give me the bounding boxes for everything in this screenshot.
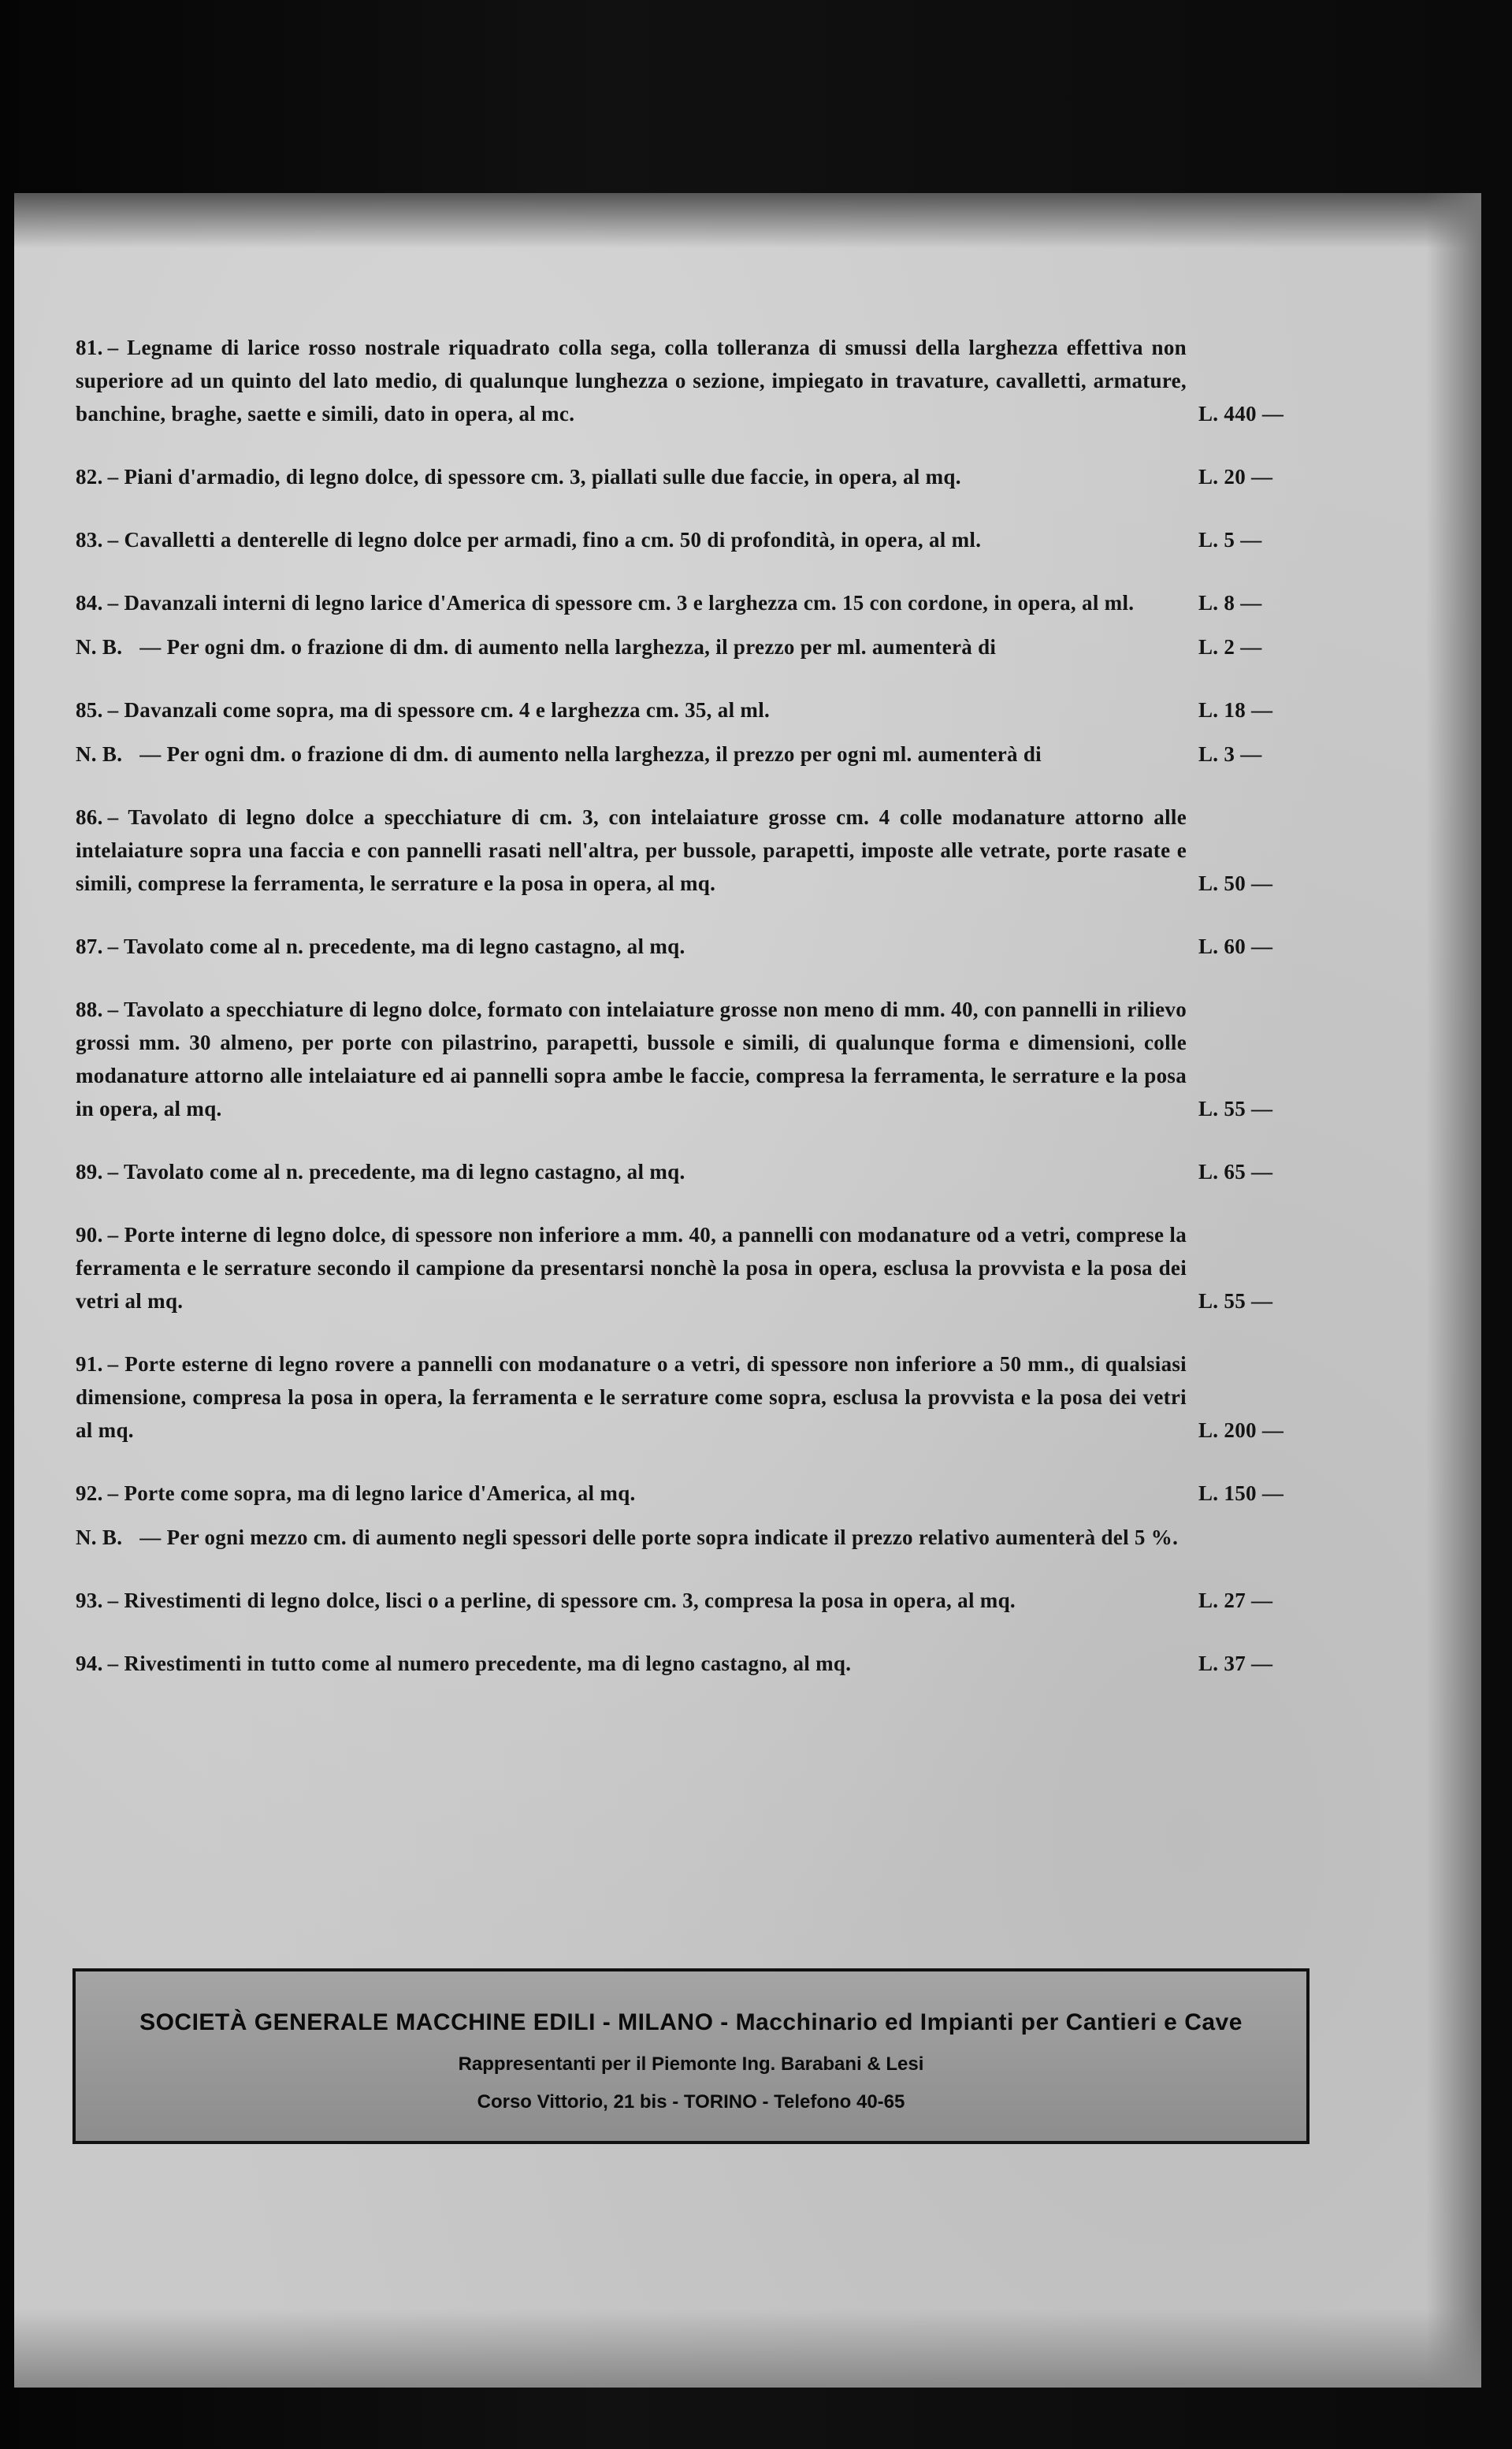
entry-text xyxy=(76,801,1313,900)
entry-price: L. 60 — xyxy=(1198,935,1273,958)
list-item-90 xyxy=(76,1218,1313,1317)
list-item-86 xyxy=(76,801,1313,900)
entry-price: L. 200 — xyxy=(1198,1418,1284,1442)
entry-price: L. 65 — xyxy=(1198,1160,1273,1184)
list-item-85 xyxy=(76,693,1313,727)
entry-number: 81. xyxy=(76,336,103,359)
entry-text xyxy=(76,1647,1313,1680)
list-item-83 xyxy=(76,523,1313,556)
entry-number: 82. xyxy=(76,465,103,489)
entry-text xyxy=(76,460,1313,493)
entry-description: – Piani d'armadio, di legno dolce, di spessore cm. 3, piallati sulle due faccie, in opera, al mq. xyxy=(107,465,961,489)
entry-price: L. 3 — xyxy=(1198,742,1262,766)
list-item-nb-84 xyxy=(76,630,1313,663)
entry-description: – Porte esterne di legno rovere a pannelli con modanature o a vetri, di spessore non inferiore a 50 mm., di qualsiasi dimensione, compresa la posa in opera, la ferramenta e le serrature come sopra, esclusa la provvista e la posa dei vetri al mq. xyxy=(76,1352,1187,1442)
entry-number: 91. xyxy=(76,1352,103,1376)
entry-description: – Porte come sopra, ma di legno larice d'America, al mq. xyxy=(107,1481,636,1505)
entry-price: L. 50 — xyxy=(1198,871,1273,895)
entry-text xyxy=(76,1218,1313,1317)
list-item-nb-85 xyxy=(76,738,1313,771)
advert-company-line: SOCIETÀ GENERALE MACCHINE EDILI - MILANO - Macchinario ed Impianti per Cantieri e Cave xyxy=(139,2009,1243,2035)
entry-description: — Per ogni dm. o frazione di dm. di aumento nella larghezza, il prezzo per ml. aumenterà di xyxy=(139,635,997,659)
entry-description: – Tavolato come al n. precedente, ma di legno castagno, al mq. xyxy=(107,935,685,958)
entry-number: 84. xyxy=(76,591,103,615)
entry-text xyxy=(76,523,1313,556)
entry-description: – Rivestimenti di legno dolce, lisci o a perline, di spessore cm. 3, compresa la posa in opera, al mq. xyxy=(107,1589,1016,1612)
entry-number: N. B. xyxy=(76,742,123,766)
entry-description: — Per ogni dm. o frazione di dm. di aumento nella larghezza, il prezzo per ogni ml. aumenterà di xyxy=(139,742,1042,766)
entry-text xyxy=(76,693,1313,727)
page-right-shadow xyxy=(1426,193,1481,2388)
entry-price: L. 18 — xyxy=(1198,698,1273,722)
list-item-88 xyxy=(76,993,1313,1125)
entry-price: L. 20 — xyxy=(1198,465,1273,489)
entry-description: – Davanzali interni di legno larice d'America di spessore cm. 3 e larghezza cm. 15 con cordone, in opera, al ml. xyxy=(107,591,1135,615)
entry-text xyxy=(76,1477,1313,1510)
entry-number: 85. xyxy=(76,698,103,722)
entry-description: – Cavalletti a denterelle di legno dolce per armadi, fino a cm. 50 di profondità, in opera, al ml. xyxy=(107,528,982,552)
entry-number: 87. xyxy=(76,935,103,958)
entry-description: – Porte interne di legno dolce, di spessore non inferiore a mm. 40, a pannelli con modanature od a vetri, comprese la ferramenta e le serrature secondo il campione da presentarsi nonchè la posa in opera, esclusa la provvista e la posa dei vetri al mq. xyxy=(76,1223,1187,1313)
entry-description: – Davanzali come sopra, ma di spessore cm. 4 e larghezza cm. 35, al ml. xyxy=(107,698,771,722)
entry-text xyxy=(76,1347,1313,1447)
entry-price: L. 8 — xyxy=(1198,591,1262,615)
entry-text xyxy=(76,930,1313,963)
entry-description: – Tavolato di legno dolce a specchiature di cm. 3, con intelaiature grosse cm. 4 colle modanature attorno alle intelaiature sopra una faccia e con pannelli rasati nell'altra, per bussole, parapetti, imposte alle vetrate, porte rasate e simili, comprese la ferramenta, le serrature e la posa in opera, al mq. xyxy=(76,805,1187,895)
price-list xyxy=(76,331,1313,1710)
list-item-91 xyxy=(76,1347,1313,1447)
list-item-87 xyxy=(76,930,1313,963)
entry-number: N. B. xyxy=(76,1526,123,1549)
entry-price: L. 5 — xyxy=(1198,528,1262,552)
advert-address-line: Corso Vittorio, 21 bis - TORINO - Telefono 40-65 xyxy=(477,2091,905,2113)
entry-price: L. 37 — xyxy=(1198,1652,1273,1675)
entry-number: 94. xyxy=(76,1652,103,1675)
entry-description: – Legname di larice rosso nostrale riquadrato colla sega, colla tolleranza di smussi della larghezza effettiva non superiore ad un quinto del lato medio, di qualunque lunghezza o sezione, impiegato in travature, cavalletti, armature, banchine, braghe, saette e simili, dato in opera, al mc. xyxy=(76,336,1187,426)
entry-text xyxy=(76,1155,1313,1188)
entry-price: L. 27 — xyxy=(1198,1589,1273,1612)
entry-description: – Rivestimenti in tutto come al numero precedente, ma di legno castagno, al mq. xyxy=(107,1652,852,1675)
entry-number: N. B. xyxy=(76,635,123,659)
entry-description: — Per ogni mezzo cm. di aumento negli spessori delle porte sopra indicate il prezzo relativo aumenterà del 5 %. xyxy=(139,1526,1179,1549)
entry-number: 86. xyxy=(76,805,103,829)
list-item-94 xyxy=(76,1647,1313,1680)
list-item-92 xyxy=(76,1477,1313,1510)
entry-number: 93. xyxy=(76,1589,103,1612)
entry-number: 89. xyxy=(76,1160,103,1184)
page-top-shadow xyxy=(14,193,1481,248)
entry-number: 88. xyxy=(76,998,103,1021)
entry-text xyxy=(76,586,1313,619)
list-item-93 xyxy=(76,1584,1313,1617)
entry-description: – Tavolato a specchiature di legno dolce, formato con intelaiature grosse non meno di mm. 40, con pannelli in rilievo grossi mm. 30 almeno, per porte con pilastrino, parapetti, bussole e simili, di qualunque forma e dimensioni, colle modanature attorno alle intelaiature ed ai pannelli sopra ambe le faccie, compresa la ferramenta, le serrature e la posa in opera, al mq. xyxy=(76,998,1187,1120)
advertisement-box xyxy=(72,1968,1310,2144)
entry-price: L. 55 — xyxy=(1198,1289,1273,1313)
entry-description: – Tavolato come al n. precedente, ma di legno castagno, al mq. xyxy=(107,1160,685,1184)
entry-number: 92. xyxy=(76,1481,103,1505)
entry-price: L. 55 — xyxy=(1198,1097,1273,1120)
entry-number: 90. xyxy=(76,1223,103,1247)
entry-text xyxy=(76,630,1313,663)
entry-price: L. 2 — xyxy=(1198,635,1262,659)
entry-text xyxy=(76,738,1313,771)
advert-representative-line: Rappresentanti per il Piemonte Ing. Barabani & Lesi xyxy=(458,2053,924,2075)
page-bottom-shadow xyxy=(14,2309,1481,2388)
entry-price: L. 150 — xyxy=(1198,1481,1284,1505)
entry-text xyxy=(76,1584,1313,1617)
entry-text xyxy=(76,993,1313,1125)
list-item-84 xyxy=(76,586,1313,619)
list-item-81 xyxy=(76,331,1313,430)
list-item-89 xyxy=(76,1155,1313,1188)
list-item-nb-92 xyxy=(76,1521,1313,1554)
list-item-82 xyxy=(76,460,1313,493)
entry-number: 83. xyxy=(76,528,103,552)
entry-price: L. 440 — xyxy=(1198,402,1284,426)
entry-text xyxy=(76,1521,1313,1554)
entry-text xyxy=(76,331,1313,430)
